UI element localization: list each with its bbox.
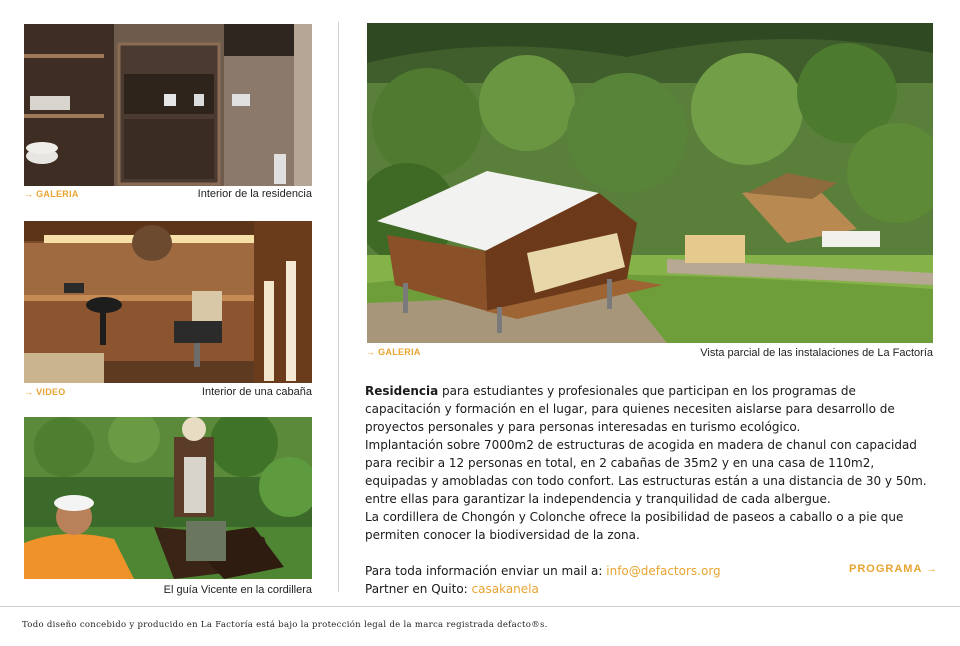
footer-divider <box>0 606 960 607</box>
contact-block <box>365 562 721 598</box>
cabin-interior-photo[interactable] <box>24 221 312 383</box>
main-photo-caption: Vista parcial de las instalaciones de La Factoría <box>700 347 933 359</box>
galeria-link[interactable]: → GALERIA <box>366 347 421 357</box>
guide-photo[interactable] <box>24 417 312 579</box>
programa-link[interactable]: PROGRAMA → <box>849 563 939 575</box>
description-text: para estudiantes y profesionales que participan en los programas de capacitación y formación en el lugar, para quienes necesiten aislarse para desarrollo de proyectos personales y para personas interesadas en turismo ecológico. <box>365 384 895 434</box>
installations-image <box>367 23 933 343</box>
description-paragraph: La cordillera de Chongón y Colonche ofrece la posibilidad de paseos a caballo o a pie que permiten conocer la biodiversidad de la zona. <box>365 510 904 542</box>
video-link[interactable]: → VIDEO <box>24 387 66 397</box>
cabin-interior-image <box>24 221 312 383</box>
mail-label: Para toda información enviar un mail a: <box>365 564 607 578</box>
thumb-caption: El guía Vicente en la cordillera <box>163 584 312 596</box>
description-lead: Residencia <box>365 384 439 398</box>
main-photo[interactable] <box>367 23 933 343</box>
guide-image <box>24 417 312 579</box>
footer-text: Todo diseño concebido y producido en La Factoría está bajo la protección legal de la marca registrada defacto®s. <box>22 620 548 630</box>
vertical-divider <box>338 22 339 592</box>
galeria-link[interactable]: → GALERIA <box>24 189 79 199</box>
mail-link[interactable]: info@defactors.org <box>606 564 721 578</box>
description-paragraph <box>365 382 935 436</box>
partner-link[interactable]: casakanela <box>471 582 539 596</box>
description-paragraph: Implantación sobre 7000m2 de estructuras de acogida en madera de chanul con capacidad para recibir a 12 personas en total, en 2 cabañas de 35m2 y en una casa de 110m2, equipadas y amobladas con todo confort. Las estructuras están a una distancia de 30 y 50m. entre ellas para garantizar la independencia y tranquilidad de cada albergue. <box>365 438 927 506</box>
thumb-caption: Interior de una cabaña <box>201 386 312 398</box>
residence-interior-image <box>24 24 312 186</box>
thumb-caption: Interior de la residencia <box>197 188 312 200</box>
description <box>365 382 935 544</box>
residence-interior-photo[interactable] <box>24 24 312 186</box>
partner-label: Partner en Quito: <box>365 582 472 596</box>
